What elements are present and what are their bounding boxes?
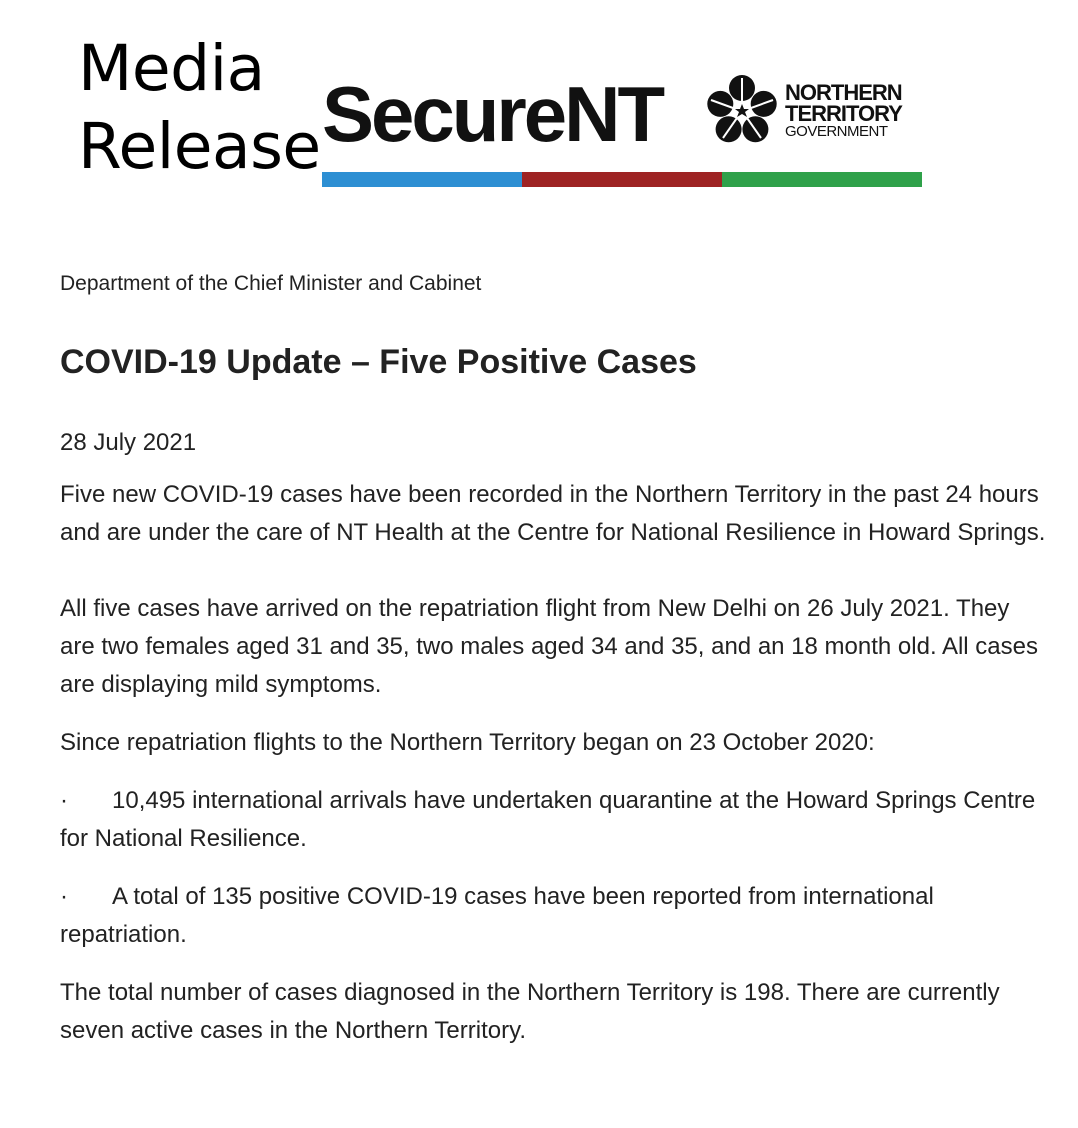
media-release-line2: Release: [78, 110, 321, 183]
color-bar-red: [522, 172, 722, 187]
bullet-text: A total of 135 positive COVID-19 cases have been reported from international repatriation.: [60, 883, 934, 948]
bullet-item: [60, 878, 1050, 954]
bullet-text: 10,495 international arrivals have undertaken quarantine at the Howard Springs Centre for National Resilience.: [60, 787, 1036, 852]
release-body: [60, 424, 1050, 1050]
nt-wordmark-line2: TERRITORY: [785, 101, 902, 126]
nt-government-logo: [703, 72, 923, 152]
media-release-title: [78, 30, 321, 186]
securent-logo: SecureNT: [322, 70, 663, 158]
paragraph-new-cases: Five new COVID-19 cases have been recorded in the Northern Territory in the past 24 hours and are under the care of NT Health at the Centre for National Resilience in Howard Springs.: [60, 481, 1046, 546]
desert-rose-icon: [703, 72, 781, 150]
media-release-line1: Media: [78, 32, 265, 105]
bullet-dot: ·: [60, 787, 68, 814]
nt-government-wordmark: [785, 82, 902, 140]
department-name: Department of the Chief Minister and Cabinet: [60, 272, 482, 295]
color-bar-blue: [322, 172, 522, 187]
release-date: 28 July 2021: [60, 429, 197, 456]
color-bar-green: [722, 172, 922, 187]
brand-color-bar: [322, 172, 922, 187]
paragraph-repatriation-intro: Since repatriation flights to the Northern Territory began on 23 October 2020:: [60, 729, 875, 756]
paragraph-total-cases: The total number of cases diagnosed in the Northern Territory is 198. There are currently seven active cases in the Northern Territory.: [60, 979, 1000, 1044]
paragraph-case-details: All five cases have arrived on the repatriation flight from New Delhi on 26 July 2021. They are two females aged 31 and 35, two males aged 34 and 35, and an 18 month old. All cases are displaying mild symptoms.: [60, 595, 1038, 698]
nt-wordmark-line1: NORTHERN: [785, 80, 902, 105]
bullet-item: [60, 782, 1050, 858]
page-title: COVID-19 Update – Five Positive Cases: [60, 343, 697, 381]
nt-wordmark-line3: GOVERNMENT: [785, 123, 888, 140]
bullet-dot: ·: [60, 883, 68, 910]
